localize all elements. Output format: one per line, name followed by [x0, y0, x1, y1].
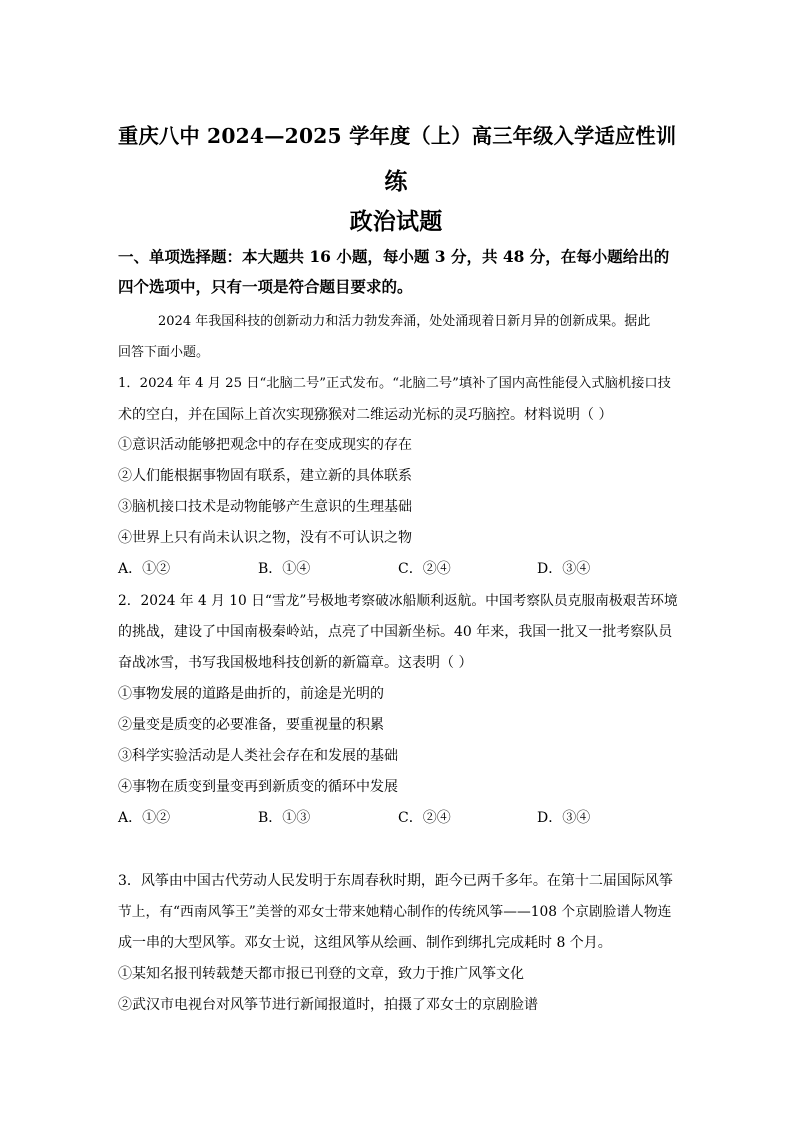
intro-line1: 2024 年我国科技的创新动力和活力勃发奔涌，处处涌现着日新月异的创新成果。据此	[158, 314, 651, 329]
question-1-statement-4: ④世界上只有尚未认识之物，没有不可认识之物	[118, 530, 412, 546]
exam-subject-title: 政治试题	[349, 208, 443, 235]
question-1-option-b[interactable]: B．①④	[258, 561, 311, 577]
question-1-stem-line1: 1．2024 年 4 月 25 日“北脑二号”正式发布。“北脑二号”填补了国内高性能侵入式脑机接口技	[118, 376, 671, 391]
question-2-stem-line3: 奋战冰雪，书写我国极地科技创新的新篇章。这表明（ ）	[118, 655, 473, 671]
question-2-statement-1: ①事物发展的道路是曲折的，前途是光明的	[118, 686, 384, 702]
question-1-option-a[interactable]: A．①②	[118, 561, 171, 577]
section-heading-line2: 四个选项中，只有一项是符合题目要求的。	[118, 277, 413, 296]
question-1-statement-2: ②人们能根据事物固有联系，建立新的具体联系	[118, 468, 412, 484]
exam-title-line1: 重庆八中 2024—2025 学年度（上）高三年级入学适应性训	[118, 124, 677, 148]
question-3-stem-line3: 成一串的大型风筝。邓女士说，这组风筝从绘画、制作到绑扎完成耗时 8 个月。	[118, 935, 612, 951]
question-3-statement-2: ②武汉市电视台对风筝节进行新闻报道时，拍摄了邓女士的京剧脸谱	[118, 997, 538, 1013]
question-2-option-d[interactable]: D．③④	[537, 810, 591, 826]
question-1-statement-3: ③脑机接口技术是动物能够产生意识的生理基础	[118, 499, 412, 515]
question-2-option-b[interactable]: B．①③	[258, 810, 311, 826]
question-2-statement-2: ②量变是质变的必要准备，要重视量的积累	[118, 717, 384, 733]
section-heading-line1: 一、单项选择题：本大题共 16 小题，每小题 3 分，共 48 分，在每小题给出的	[118, 247, 670, 266]
question-3-stem-line1: 3．风筝由中国古代劳动人民发明于东周春秋时期，距今已两千多年。在第十二届国际风筝	[118, 873, 673, 889]
question-2-statement-4: ④事物在质变到量变再到新质变的循环中发展	[118, 779, 398, 795]
question-2-stem-line1: 2．2024 年 4 月 10 日“雪龙”号极地考察破冰船顺利返航。中国考察队员克服南极艰苦环境	[118, 593, 678, 609]
question-2-option-c[interactable]: C．②④	[398, 810, 451, 826]
exam-title-line2: 练	[384, 168, 408, 195]
question-2-option-a[interactable]: A．①②	[118, 810, 171, 826]
question-3-stem-line2: 节上，有“西南风筝王”美誉的邓女士带来她精心制作的传统风筝——108 个京剧脸谱人物连	[118, 904, 672, 920]
question-3-statement-1: ①某知名报刊转载楚天都市报已刊登的文章，致力于推广风筝文化	[118, 966, 524, 982]
question-1-stem-line2: 术的空白，并在国际上首次实现猕猴对二维运动光标的灵巧脑控。材料说明（ ）	[118, 407, 613, 423]
question-1-statement-1: ①意识活动能够把观念中的存在变成现实的存在	[118, 437, 412, 453]
question-2-statement-3: ③科学实验活动是人类社会存在和发展的基础	[118, 748, 398, 764]
question-1-option-d[interactable]: D．③④	[537, 561, 591, 577]
question-2-stem-line2: 的挑战，建设了中国南极秦岭站，点亮了中国新坐标。40 年来，我国一批又一批考察队员	[118, 624, 673, 640]
question-1-option-c[interactable]: C．②④	[398, 561, 451, 577]
intro-line2: 回答下面小题。	[118, 345, 210, 360]
